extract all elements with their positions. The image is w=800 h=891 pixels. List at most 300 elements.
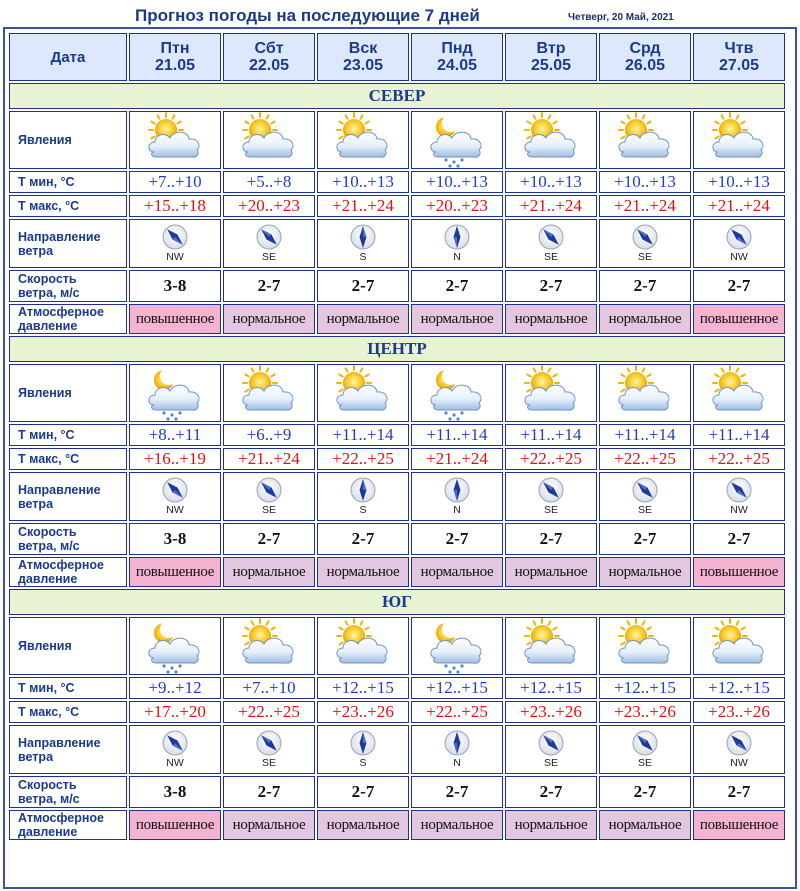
tmin-cell: [223, 424, 315, 446]
tmax-value: +16..+19: [144, 449, 206, 468]
tmin-value: +10..+13: [332, 172, 394, 191]
tmin-value: +7..+10: [242, 678, 296, 697]
pressure-label-text: давление: [18, 572, 78, 586]
wind-indicator: [318, 730, 408, 769]
day-date: 24.05: [436, 57, 478, 74]
weather-cell: [317, 364, 409, 422]
wind-speed-value: 3-8: [163, 529, 187, 548]
tmax-cell: [129, 701, 221, 723]
wind-speed-cell: [599, 523, 691, 555]
compass-arrow-icon: [350, 730, 376, 756]
compass-arrow-icon: [726, 224, 752, 250]
wind-direction-value: NW: [166, 757, 184, 769]
partly-cloudy-icon: [506, 365, 596, 421]
pressure-row: [9, 304, 785, 334]
wind-speed-label: [9, 270, 127, 302]
tmax-value: +21..+24: [614, 196, 676, 215]
tmax-cell: [411, 448, 503, 470]
tmax-label-text: Т макс, °С: [18, 452, 80, 466]
wind-indicator: [600, 730, 690, 769]
wind-indicator: [224, 730, 314, 769]
wind-direction-value: SE: [637, 504, 652, 516]
wind-speed-value: 3-8: [163, 782, 187, 801]
wind-direction-label: [9, 219, 127, 268]
day-name: Птн: [160, 40, 190, 57]
tmin-label: [9, 424, 127, 446]
compass-arrow-icon: [444, 477, 470, 503]
pressure-value: нормальное: [411, 304, 503, 334]
partly-cloudy-icon: [224, 618, 314, 674]
forecast-frame: [3, 27, 797, 889]
wind-direction-value: SE: [637, 757, 652, 769]
tmin-value: +12..+15: [332, 678, 394, 697]
region-row: [9, 83, 785, 109]
day-name: Срд: [629, 40, 661, 57]
weather-cell: [223, 111, 315, 169]
wind-direction-value: SE: [637, 251, 652, 263]
weather-cell: [411, 364, 503, 422]
pressure-value: нормальное: [317, 557, 409, 587]
wind-direction-cell: [317, 725, 409, 774]
tmax-cell: [317, 195, 409, 217]
compass-arrow-icon: [632, 477, 658, 503]
tmin-cell: [693, 171, 785, 193]
wind-direction-value: SE: [543, 757, 558, 769]
wind-direction-value: NW: [166, 504, 184, 516]
weather-cell: [317, 111, 409, 169]
wind-direction-label: [9, 472, 127, 521]
weather-cell: [411, 617, 503, 675]
weather-cell: [223, 617, 315, 675]
wind-direction-cell: [129, 219, 221, 268]
compass-arrow-icon: [538, 224, 564, 250]
wind-speed-cell: [129, 776, 221, 808]
pressure-label-text: Атмосферное: [18, 811, 104, 825]
tmax-value: +22..+25: [614, 449, 676, 468]
wind-direction-value: S: [359, 251, 367, 263]
wind-speed-value: 2-7: [445, 529, 469, 548]
wind-direction-cell: [223, 725, 315, 774]
partly-cloudy-icon: [694, 112, 784, 168]
tmax-cell: [693, 701, 785, 723]
compass-arrow-icon: [162, 730, 188, 756]
cloudy-rain-icon: [412, 365, 502, 421]
tmax-value: +15..+18: [144, 196, 206, 215]
tmax-value: +17..+20: [144, 702, 206, 721]
wind-indicator: [694, 224, 784, 263]
wind-indicator: [224, 224, 314, 263]
day-header: [411, 33, 503, 81]
wind-direction-cell: [411, 219, 503, 268]
tmin-label-text: Т мин, °С: [18, 175, 75, 189]
pressure-value: нормальное: [599, 810, 691, 840]
partly-cloudy-icon: [224, 365, 314, 421]
tmin-value: +11..+14: [614, 425, 676, 444]
wind-direction-cell: [599, 725, 691, 774]
wind-direction-value: N: [453, 757, 461, 769]
tmin-label: [9, 171, 127, 193]
wind-speed-cell: [411, 776, 503, 808]
wind-direction-row: [9, 725, 785, 774]
wind-direction-label-text: Направление: [18, 229, 101, 244]
wind-direction-cell: [693, 725, 785, 774]
tmin-cell: [693, 424, 785, 446]
tmin-cell: [129, 424, 221, 446]
tmin-value: +12..+15: [614, 678, 676, 697]
wind-speed-cell: [223, 523, 315, 555]
compass-arrow-icon: [350, 224, 376, 250]
wind-direction-value: N: [453, 504, 461, 516]
partly-cloudy-icon: [600, 365, 690, 421]
wind-speed-value: 2-7: [633, 276, 657, 295]
tmax-label: [9, 448, 127, 470]
tmax-value: +21..+24: [238, 449, 300, 468]
tmin-row: [9, 424, 785, 446]
day-date: 22.05: [248, 57, 290, 74]
wind-direction-value: SE: [543, 504, 558, 516]
tmax-cell: [693, 195, 785, 217]
wind-direction-label-text: Направление: [18, 482, 101, 497]
wind-speed-label-text: ветра, м/с: [18, 792, 80, 806]
tmax-value: +23..+26: [332, 702, 394, 721]
wind-indicator: [224, 477, 314, 516]
weather-cell: [129, 364, 221, 422]
tmax-value: +22..+25: [426, 702, 488, 721]
wind-direction-label-text: ветра: [18, 496, 54, 511]
tmin-value: +10..+13: [520, 172, 582, 191]
compass-arrow-icon: [162, 224, 188, 250]
day-name: Втр: [536, 40, 566, 57]
wind-direction-value: NW: [730, 757, 748, 769]
day-date: 26.05: [624, 57, 666, 74]
page-header: [0, 0, 800, 28]
wind-speed-cell: [505, 270, 597, 302]
cloudy-rain-icon: [412, 618, 502, 674]
wind-direction-value: SE: [261, 757, 276, 769]
wind-speed-label-text: ветра, м/с: [18, 539, 80, 553]
pressure-value: нормальное: [599, 557, 691, 587]
region-title: ЦЕНТР: [9, 336, 785, 362]
tmax-cell: [505, 195, 597, 217]
pressure-value: повышенное: [693, 304, 785, 334]
region-row: [9, 336, 785, 362]
pressure-value: повышенное: [129, 304, 221, 334]
tmax-cell: [317, 701, 409, 723]
tmin-value: +11..+14: [426, 425, 488, 444]
wind-direction-row: [9, 472, 785, 521]
wind-direction-cell: [505, 219, 597, 268]
partly-cloudy-icon: [224, 112, 314, 168]
wind-speed-value: 2-7: [539, 529, 563, 548]
wind-direction-cell: [599, 219, 691, 268]
day-date: 25.05: [530, 57, 572, 74]
tmax-cell: [317, 448, 409, 470]
wind-speed-value: 2-7: [445, 276, 469, 295]
wind-speed-value: 2-7: [257, 782, 281, 801]
day-date: 23.05: [342, 57, 384, 74]
day-date: 21.05: [154, 57, 196, 74]
wind-indicator: [412, 477, 502, 516]
wind-direction-row: [9, 219, 785, 268]
pressure-value: повышенное: [693, 557, 785, 587]
pressure-value: нормальное: [223, 810, 315, 840]
wind-direction-cell: [693, 472, 785, 521]
tmax-value: +22..+25: [238, 702, 300, 721]
tmin-cell: [317, 677, 409, 699]
wind-speed-cell: [693, 776, 785, 808]
weather-cell: [411, 111, 503, 169]
wind-indicator: [318, 477, 408, 516]
phenomena-row: [9, 111, 785, 169]
wind-speed-label-text: Скорость: [18, 778, 77, 792]
tmin-value: +6..+9: [246, 425, 292, 444]
day-name: Пнд: [441, 40, 473, 57]
compass-arrow-icon: [726, 477, 752, 503]
pressure-value: повышенное: [129, 810, 221, 840]
day-name: Вск: [348, 40, 378, 57]
tmin-cell: [411, 424, 503, 446]
wind-direction-cell: [599, 472, 691, 521]
tmax-label-text: Т макс, °С: [18, 199, 80, 213]
wind-direction-cell: [505, 725, 597, 774]
compass-arrow-icon: [444, 224, 470, 250]
tmax-cell: [599, 701, 691, 723]
wind-direction-label-text: Направление: [18, 735, 101, 750]
wind-direction-value: SE: [543, 251, 558, 263]
weather-cell: [505, 111, 597, 169]
wind-indicator: [318, 224, 408, 263]
tmax-cell: [599, 448, 691, 470]
partly-cloudy-icon: [318, 618, 408, 674]
region-row: [9, 589, 785, 615]
pressure-row: [9, 557, 785, 587]
wind-indicator: [506, 224, 596, 263]
wind-indicator: [412, 224, 502, 263]
tmax-label: [9, 195, 127, 217]
wind-speed-value: 2-7: [257, 529, 281, 548]
tmin-cell: [129, 171, 221, 193]
pressure-label: [9, 557, 127, 587]
weather-cell: [129, 617, 221, 675]
wind-speed-cell: [693, 270, 785, 302]
wind-direction-cell: [505, 472, 597, 521]
tmin-cell: [505, 424, 597, 446]
wind-indicator: [506, 477, 596, 516]
tmin-value: +7..+10: [148, 172, 202, 191]
wind-speed-cell: [505, 523, 597, 555]
tmin-cell: [223, 677, 315, 699]
weather-cell: [599, 111, 691, 169]
weather-cell: [693, 364, 785, 422]
tmax-value: +21..+24: [332, 196, 394, 215]
tmin-value: +10..+13: [426, 172, 488, 191]
compass-arrow-icon: [444, 730, 470, 756]
wind-direction-cell: [223, 219, 315, 268]
wind-indicator: [506, 730, 596, 769]
compass-arrow-icon: [256, 477, 282, 503]
tmin-label-text: Т мин, °С: [18, 681, 75, 695]
phenomena-label-text: Явления: [18, 386, 72, 400]
wind-speed-label-text: ветра, м/с: [18, 286, 80, 300]
compass-arrow-icon: [538, 730, 564, 756]
pressure-value: нормальное: [411, 557, 503, 587]
tmin-value: +11..+14: [708, 425, 770, 444]
tmax-cell: [223, 195, 315, 217]
day-header: [223, 33, 315, 81]
compass-arrow-icon: [632, 224, 658, 250]
wind-speed-cell: [505, 776, 597, 808]
tmax-label-text: Т макс, °С: [18, 705, 80, 719]
compass-arrow-icon: [256, 224, 282, 250]
tmin-value: +5..+8: [246, 172, 292, 191]
tmax-value: +23..+26: [520, 702, 582, 721]
wind-speed-cell: [129, 270, 221, 302]
wind-speed-value: 2-7: [539, 276, 563, 295]
wind-speed-cell: [317, 523, 409, 555]
wind-direction-cell: [411, 725, 503, 774]
partly-cloudy-icon: [506, 618, 596, 674]
wind-speed-value: 3-8: [163, 276, 187, 295]
wind-speed-label-text: Скорость: [18, 272, 77, 286]
tmax-label: [9, 701, 127, 723]
wind-indicator: [130, 477, 220, 516]
tmax-cell: [693, 448, 785, 470]
tmax-value: +20..+23: [238, 196, 300, 215]
date-column-header: Дата: [9, 33, 127, 81]
wind-direction-cell: [317, 472, 409, 521]
tmax-value: +21..+24: [708, 196, 770, 215]
tmin-cell: [599, 677, 691, 699]
tmin-cell: [317, 424, 409, 446]
day-header: [317, 33, 409, 81]
wind-speed-cell: [223, 270, 315, 302]
wind-speed-value: 2-7: [539, 782, 563, 801]
wind-speed-label: [9, 776, 127, 808]
phenomena-row: [9, 364, 785, 422]
wind-direction-cell: [129, 472, 221, 521]
pressure-value: нормальное: [223, 304, 315, 334]
day-name: Чтв: [724, 40, 754, 57]
cloudy-rain-icon: [130, 618, 220, 674]
pressure-value: повышенное: [129, 557, 221, 587]
phenomena-label-text: Явления: [18, 133, 72, 147]
wind-speed-cell: [411, 523, 503, 555]
wind-direction-value: N: [453, 251, 461, 263]
tmax-cell: [223, 701, 315, 723]
pressure-value: нормальное: [599, 304, 691, 334]
tmax-row: [9, 195, 785, 217]
tmax-cell: [129, 195, 221, 217]
wind-speed-label-text: Скорость: [18, 525, 77, 539]
wind-speed-value: 2-7: [351, 529, 375, 548]
current-date: Четверг, 20 Май, 2021: [568, 12, 674, 23]
tmin-value: +9..+12: [148, 678, 202, 697]
wind-speed-cell: [129, 523, 221, 555]
wind-speed-cell: [599, 270, 691, 302]
tmin-cell: [505, 171, 597, 193]
compass-arrow-icon: [538, 477, 564, 503]
wind-speed-row: [9, 523, 785, 555]
partly-cloudy-icon: [694, 618, 784, 674]
day-header: [599, 33, 691, 81]
tmax-cell: [505, 448, 597, 470]
tmax-cell: [129, 448, 221, 470]
weather-cell: [223, 364, 315, 422]
day-header: [505, 33, 597, 81]
weather-cell: [693, 111, 785, 169]
tmin-row: [9, 677, 785, 699]
tmin-value: +12..+15: [708, 678, 770, 697]
wind-direction-label-text: ветра: [18, 749, 54, 764]
compass-arrow-icon: [162, 477, 188, 503]
pressure-value: нормальное: [223, 557, 315, 587]
wind-speed-value: 2-7: [727, 529, 751, 548]
tmin-label: [9, 677, 127, 699]
weather-cell: [129, 111, 221, 169]
partly-cloudy-icon: [600, 618, 690, 674]
wind-speed-value: 2-7: [351, 782, 375, 801]
day-header: [693, 33, 785, 81]
tmax-value: +22..+25: [332, 449, 394, 468]
wind-speed-cell: [599, 776, 691, 808]
wind-direction-value: NW: [730, 251, 748, 263]
pressure-value: нормальное: [505, 810, 597, 840]
tmax-value: +22..+25: [520, 449, 582, 468]
wind-speed-value: 2-7: [257, 276, 281, 295]
wind-speed-cell: [411, 270, 503, 302]
wind-direction-cell: [693, 219, 785, 268]
tmin-cell: [599, 171, 691, 193]
tmax-cell: [599, 195, 691, 217]
wind-direction-cell: [411, 472, 503, 521]
wind-indicator: [694, 730, 784, 769]
tmin-cell: [411, 677, 503, 699]
wind-indicator: [694, 477, 784, 516]
compass-arrow-icon: [726, 730, 752, 756]
tmax-cell: [223, 448, 315, 470]
wind-direction-label: [9, 725, 127, 774]
tmin-cell: [411, 171, 503, 193]
weather-cell: [505, 617, 597, 675]
weather-cell: [317, 617, 409, 675]
tmax-cell: [505, 701, 597, 723]
wind-speed-cell: [223, 776, 315, 808]
wind-direction-value: NW: [166, 251, 184, 263]
wind-speed-value: 2-7: [633, 782, 657, 801]
partly-cloudy-icon: [318, 365, 408, 421]
weather-cell: [505, 364, 597, 422]
partly-cloudy-icon: [130, 112, 220, 168]
pressure-value: нормальное: [317, 810, 409, 840]
wind-speed-cell: [317, 776, 409, 808]
tmax-value: +23..+26: [708, 702, 770, 721]
day-date: 27.05: [718, 57, 760, 74]
tmin-cell: [317, 171, 409, 193]
tmin-value: +10..+13: [614, 172, 676, 191]
tmin-value: +8..+11: [148, 425, 202, 444]
pressure-label: [9, 810, 127, 840]
pressure-label-text: Атмосферное: [18, 558, 104, 572]
partly-cloudy-icon: [600, 112, 690, 168]
day-name: Сбт: [254, 40, 284, 57]
tmin-value: +12..+15: [426, 678, 488, 697]
day-header: [129, 33, 221, 81]
pressure-value: нормальное: [317, 304, 409, 334]
compass-arrow-icon: [350, 477, 376, 503]
wind-speed-value: 2-7: [727, 782, 751, 801]
wind-direction-value: S: [359, 757, 367, 769]
weather-cell: [693, 617, 785, 675]
